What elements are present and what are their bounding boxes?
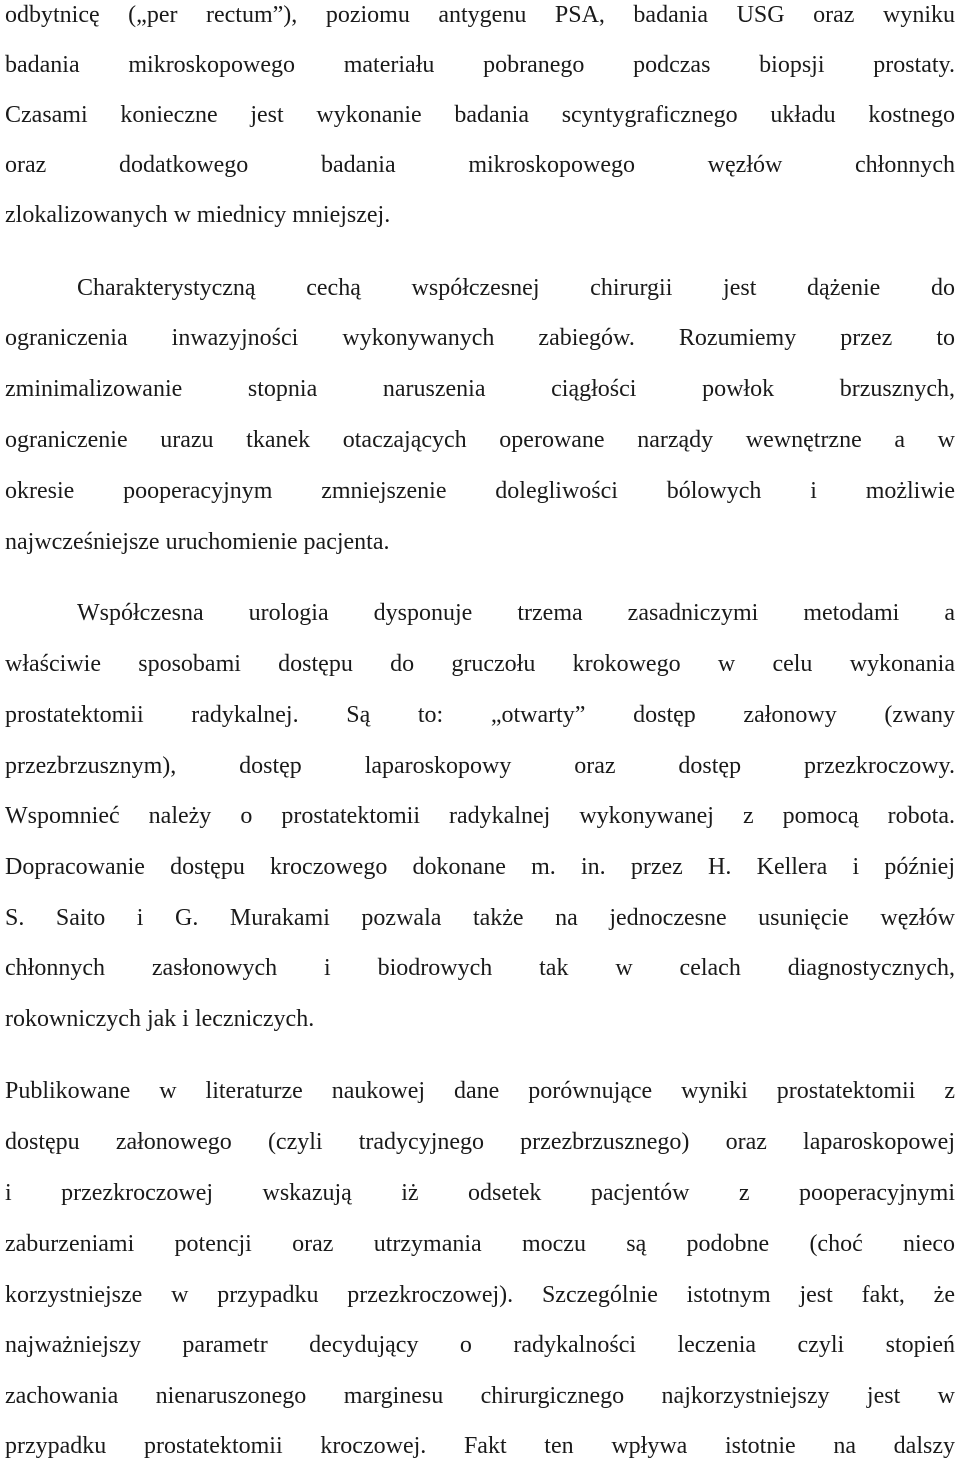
text-line: rokowniczych jak i leczniczych. [5, 1006, 315, 1032]
text-line: zaburzeniami potencji oraz utrzymania moczu są podobne (choć nieco [5, 1231, 955, 1257]
text-line: właściwie sposobami dostępu do gruczołu krokowego w celu wykonania [5, 651, 955, 677]
text-line: zachowania nienaruszonego marginesu chirurgicznego najkorzystniejszy jest w [5, 1383, 955, 1409]
text-line: chłonnych zasłonowych i biodrowych tak w celach diagnostycznych, [5, 955, 955, 981]
text-line: i przezkroczowej wskazują iż odsetek pacjentów z pooperacyjnymi [5, 1180, 955, 1206]
text-line: zminimalizowanie stopnia naruszenia ciągłości powłok brzusznych, [5, 376, 955, 402]
text-line: prostatektomii radykalnej. Są to: „otwarty” dostęp załonowy (zwany [5, 702, 955, 728]
text-line: przezbrzusznym), dostęp laparoskopowy oraz dostęp przezkroczowy. [5, 753, 955, 779]
text-line: Charakterystyczną cechą współczesnej chirurgii jest dążenie do [77, 275, 955, 301]
text-line: Dopracowanie dostępu kroczowego dokonane m. in. przez H. Kellera i później [5, 854, 955, 880]
text-line: odbytnicę („per rectum”), poziomu antygenu PSA, badania USG oraz wyniku [5, 2, 955, 28]
text-line: ograniczenie urazu tkanek otaczających operowane narządy wewnętrzne a w [5, 427, 955, 453]
text-line: najwcześniejsze uruchomienie pacjenta. [5, 529, 390, 555]
text-line: Publikowane w literaturze naukowej dane porównujące wyniki prostatektomii z [5, 1078, 955, 1104]
text-line: badania mikroskopowego materiału pobranego podczas biopsji prostaty. [5, 52, 955, 78]
text-line: zlokalizowanych w miednicy mniejszej. [5, 202, 391, 228]
text-line: Współczesna urologia dysponuje trzema zasadniczymi metodami a [77, 600, 955, 626]
text-line: dostępu załonowego (czyli tradycyjnego przezbrzusznego) oraz laparoskopowej [5, 1129, 955, 1155]
text-line: S. Saito i G. Murakami pozwala także na jednoczesne usunięcie węzłów [5, 905, 955, 931]
text-line: Wspomnieć należy o prostatektomii radykalnej wykonywanej z pomocą robota. [5, 803, 955, 829]
text-line: najważniejszy parametr decydujący o radykalności leczenia czyli stopień [5, 1332, 955, 1358]
text-line: korzystniejsze w przypadku przezkroczowej). Szczególnie istotnym jest fakt, że [5, 1282, 955, 1308]
text-line: oraz dodatkowego badania mikroskopowego węzłów chłonnych [5, 152, 955, 178]
text-line: ograniczenia inwazyjności wykonywanych zabiegów. Rozumiemy przez to [5, 325, 955, 351]
text-line: przypadku prostatektomii kroczowej. Fakt ten wpływa istotnie na dalszy [5, 1433, 955, 1459]
text-line: okresie pooperacyjnym zmniejszenie dolegliwości bólowych i możliwie [5, 478, 955, 504]
text-line: Czasami konieczne jest wykonanie badania scyntygraficznego układu kostnego [5, 102, 955, 128]
